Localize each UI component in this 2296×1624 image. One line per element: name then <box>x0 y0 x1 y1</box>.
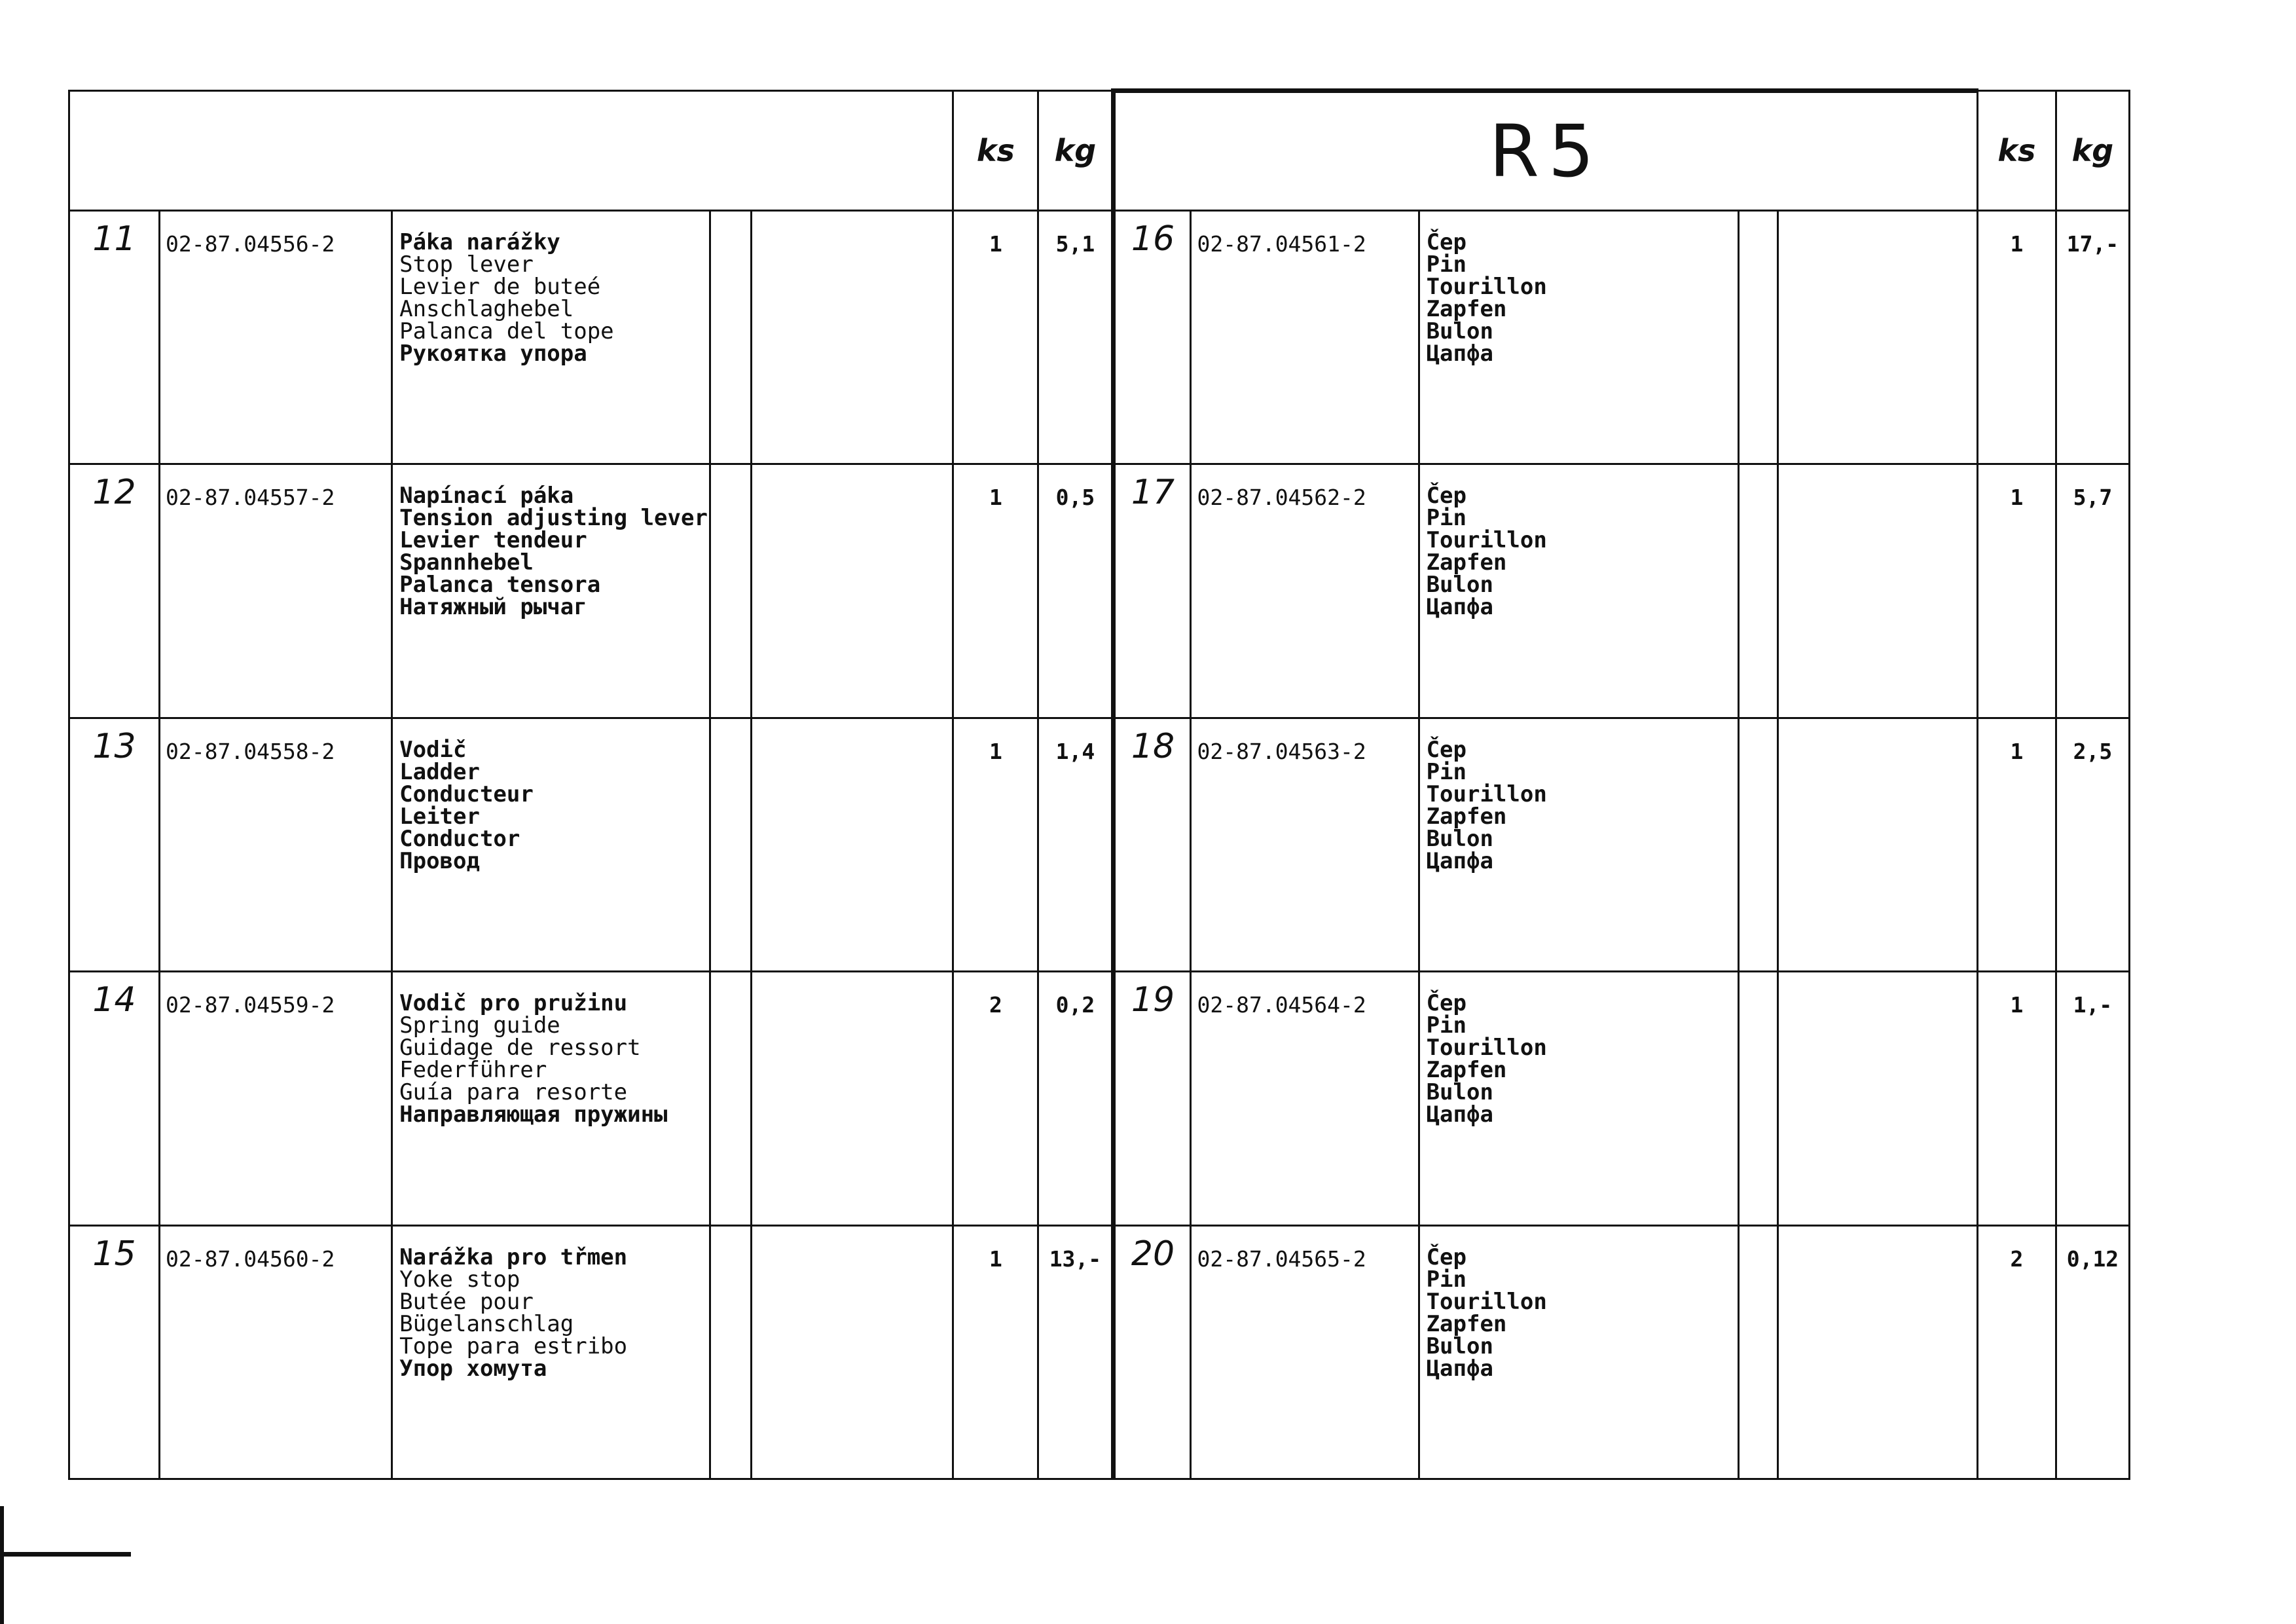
blank-cell <box>1777 972 1977 1225</box>
description-line: Bulon <box>1426 572 1493 599</box>
position-number: 11 <box>69 211 160 464</box>
description-line: Napínací páka <box>399 483 574 509</box>
weight-kg: 2,5 <box>2056 718 2129 971</box>
description-line: Tope para estribo <box>399 1333 628 1359</box>
description-line: Yoke stop <box>399 1266 520 1293</box>
description-line: Conducteur <box>399 781 534 807</box>
part-description <box>392 1225 710 1479</box>
description-line: Ladder <box>399 758 480 785</box>
quantity-ks: 1 <box>1977 464 2056 718</box>
description-line: Guidage de ressort <box>399 1035 641 1061</box>
quantity-ks: 2 <box>1977 1225 2056 1479</box>
quantity-ks: 1 <box>953 464 1038 718</box>
blank-cell <box>710 211 752 464</box>
quantity-ks: 1 <box>1977 211 2056 464</box>
blank-cell <box>752 1225 953 1479</box>
description-line: Leiter <box>399 803 480 830</box>
quantity-ks: 2 <box>953 972 1038 1225</box>
blank-cell <box>1777 718 1977 971</box>
weight-kg: 5,7 <box>2056 464 2129 718</box>
part-code: 02-87.04558-2 <box>160 718 392 971</box>
part-description <box>1419 972 1738 1225</box>
part-description <box>1419 211 1738 464</box>
blank-cell <box>1738 211 1777 464</box>
blank-cell <box>1738 972 1777 1225</box>
blank-cell <box>752 718 953 971</box>
description-line: Bulon <box>1426 1333 1493 1359</box>
sheet-title: R5 <box>1114 91 1977 211</box>
blank-cell <box>752 972 953 1225</box>
description-line: Pin <box>1426 1266 1467 1293</box>
part-code: 02-87.04562-2 <box>1191 464 1419 718</box>
blank-cell <box>1738 718 1777 971</box>
position-number: 12 <box>69 464 160 718</box>
part-description <box>392 464 710 718</box>
table-row <box>69 464 2130 718</box>
position-number: 19 <box>1114 972 1191 1225</box>
part-description <box>1419 718 1738 971</box>
description-line: Stop lever <box>399 251 534 278</box>
description-line: Zapfen <box>1426 803 1507 830</box>
description-line: Tourillon <box>1426 1035 1547 1061</box>
description-line: Spannhebel <box>399 549 534 576</box>
blank-cell <box>710 972 752 1225</box>
blank-cell <box>1738 1225 1777 1479</box>
description-line: Tourillon <box>1426 274 1547 300</box>
quantity-ks: 1 <box>953 1225 1038 1479</box>
description-line: Butée pour <box>399 1288 534 1315</box>
description-line: Conductor <box>399 825 520 852</box>
part-description <box>1419 1225 1738 1479</box>
blank-cell <box>1738 464 1777 718</box>
table-row <box>69 211 2130 464</box>
description-line: Zapfen <box>1426 1310 1507 1337</box>
description-line: Anschlaghebel <box>399 296 574 322</box>
part-description <box>392 718 710 971</box>
left-ks-header: ks <box>953 91 1038 211</box>
weight-kg: 13,- <box>1038 1225 1114 1479</box>
quantity-ks: 1 <box>1977 718 2056 971</box>
parts-table <box>68 88 2130 1480</box>
description-line: Tourillon <box>1426 1288 1547 1315</box>
description-line: Провод <box>399 847 480 874</box>
description-line: Čep <box>1426 736 1467 763</box>
description-line: Цапфа <box>1426 1355 1493 1382</box>
blank-cell <box>710 718 752 971</box>
scan-edge-mark <box>0 1506 4 1624</box>
part-code: 02-87.04565-2 <box>1191 1225 1419 1479</box>
part-code: 02-87.04561-2 <box>1191 211 1419 464</box>
position-number: 17 <box>1114 464 1191 718</box>
blank-cell <box>752 464 953 718</box>
position-number: 15 <box>69 1225 160 1479</box>
description-line: Направляющая пружины <box>399 1101 668 1128</box>
header-row <box>69 91 2130 211</box>
description-line: Bulon <box>1426 1079 1493 1106</box>
table-row <box>69 972 2130 1225</box>
description-line: Guía para resorte <box>399 1079 628 1106</box>
description-line: Čep <box>1426 483 1467 509</box>
description-line: Zapfen <box>1426 549 1507 576</box>
part-code: 02-87.04564-2 <box>1191 972 1419 1225</box>
weight-kg: 0,2 <box>1038 972 1114 1225</box>
quantity-ks: 1 <box>953 718 1038 971</box>
description-line: Spring guide <box>399 1012 560 1039</box>
description-line: Federführer <box>399 1057 547 1084</box>
description-line: Tourillon <box>1426 527 1547 554</box>
weight-kg: 1,4 <box>1038 718 1114 971</box>
part-description <box>1419 464 1738 718</box>
description-line: Páka narážky <box>399 229 560 255</box>
description-line: Palanca tensora <box>399 572 601 599</box>
blank-cell <box>1777 464 1977 718</box>
description-line: Vodič <box>399 736 467 763</box>
description-line: Упор хомута <box>399 1355 547 1382</box>
description-line: Palanca del tope <box>399 318 614 344</box>
description-line: Pin <box>1426 505 1467 532</box>
description-line: Bulon <box>1426 318 1493 344</box>
left-kg-header: kg <box>1038 91 1114 211</box>
position-number: 18 <box>1114 718 1191 971</box>
description-line: Vodič pro pružinu <box>399 990 628 1017</box>
weight-kg: 0,12 <box>2056 1225 2129 1479</box>
blank-cell <box>752 211 953 464</box>
description-line: Čep <box>1426 990 1467 1017</box>
description-line: Zapfen <box>1426 1057 1507 1084</box>
right-kg-header: kg <box>2056 91 2129 211</box>
part-description <box>392 972 710 1225</box>
position-number: 16 <box>1114 211 1191 464</box>
weight-kg: 17,- <box>2056 211 2129 464</box>
description-line: Pin <box>1426 758 1467 785</box>
weight-kg: 5,1 <box>1038 211 1114 464</box>
part-code: 02-87.04557-2 <box>160 464 392 718</box>
description-line: Zapfen <box>1426 296 1507 322</box>
right-ks-header: ks <box>1977 91 2056 211</box>
description-line: Čep <box>1426 229 1467 255</box>
description-line: Levier de buteé <box>399 274 601 300</box>
description-line: Цапфа <box>1426 341 1493 367</box>
description-line: Čep <box>1426 1244 1467 1270</box>
scan-corner-mark <box>0 1552 131 1557</box>
part-description <box>392 211 710 464</box>
description-line: Рукоятка упора <box>399 341 587 367</box>
position-number: 20 <box>1114 1225 1191 1479</box>
description-line: Цапфа <box>1426 594 1493 621</box>
description-line: Bulon <box>1426 825 1493 852</box>
description-line: Tourillon <box>1426 781 1547 807</box>
part-code: 02-87.04563-2 <box>1191 718 1419 971</box>
table-row <box>69 718 2130 971</box>
position-number: 13 <box>69 718 160 971</box>
quantity-ks: 1 <box>953 211 1038 464</box>
part-code: 02-87.04556-2 <box>160 211 392 464</box>
table-row <box>69 1225 2130 1479</box>
part-code: 02-87.04559-2 <box>160 972 392 1225</box>
description-line: Levier tendeur <box>399 527 587 554</box>
blank-cell <box>710 464 752 718</box>
blank-cell <box>1777 211 1977 464</box>
part-code: 02-87.04560-2 <box>160 1225 392 1479</box>
description-line: Цапфа <box>1426 847 1493 874</box>
position-number: 14 <box>69 972 160 1225</box>
description-line: Tension adjusting lever <box>399 505 708 532</box>
description-line: Narážka pro třmen <box>399 1244 628 1270</box>
description-line: Pin <box>1426 1012 1467 1039</box>
left-header-blank <box>69 91 953 211</box>
blank-cell <box>710 1225 752 1479</box>
blank-cell <box>1777 1225 1977 1479</box>
quantity-ks: 1 <box>1977 972 2056 1225</box>
description-line: Pin <box>1426 251 1467 278</box>
description-line: Bügelanschlag <box>399 1310 574 1337</box>
weight-kg: 1,- <box>2056 972 2129 1225</box>
description-line: Натяжный рычаг <box>399 594 587 621</box>
description-line: Цапфа <box>1426 1101 1493 1128</box>
weight-kg: 0,5 <box>1038 464 1114 718</box>
